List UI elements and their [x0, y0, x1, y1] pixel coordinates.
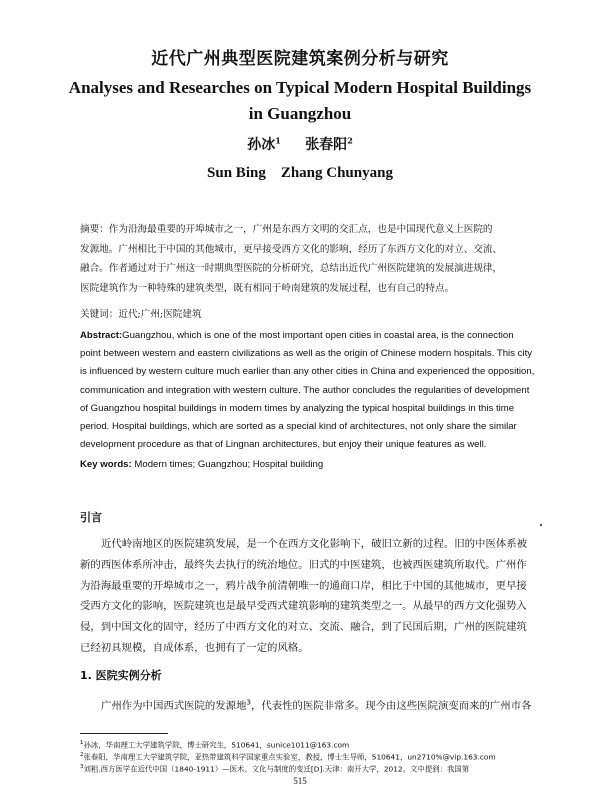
abstract-english [80, 327, 550, 454]
authors-english: Sun Bing Zhang Chunyang [207, 165, 393, 181]
author1-affiliation-mark: 1 [275, 135, 281, 146]
author1-cn: 孙冰 [247, 137, 276, 153]
section1-paragraph [101, 697, 531, 712]
author2-affiliation-mark: 2 [347, 135, 353, 146]
keywords-en-text: Modern times; Guangzhou; Hospital building [131, 459, 324, 470]
footnotes [80, 737, 496, 773]
keywords-english [80, 459, 323, 470]
footnote-2 [80, 749, 496, 761]
section-heading-intro: 引言 [80, 511, 102, 524]
abstract-cn-line: 医院建筑作为一种特殊的建筑类型，既有相同于岭南建筑的发展过程，也有自己的特点。 [80, 282, 455, 294]
title-english-line1: Analyses and Researches on Typical Modern Hospital Buildings [68, 78, 532, 97]
section1-text-after: ，代表性的医院非常多。现今由这些医院演变而来的广州市各 [250, 700, 532, 712]
footnote-text: 刘粗.西方医学在近代中国（1840-1911）—医术、文化与制度的变迁[D].天津：南开大学，2012。文中提到：我国第 [83, 764, 470, 774]
scan-speck [540, 524, 542, 526]
abstract-en-line: development procedure as that of Lingnan architectures, but enjoy their unique features as well. [80, 439, 487, 451]
intro-line: 受西方文化的影响，医院建筑也是最早受西式建筑影响的建筑类型之一。从最早的西方文化强势入 [80, 600, 527, 613]
abstract-en-line: period. Hospital buildings, which are sorted as a special kind of architectures, not only share the similar [80, 420, 517, 432]
footnote-ref-3: 3 [246, 698, 251, 707]
keywords-en-label: Key words: [80, 459, 132, 470]
footnote-text: 张春阳，华南理工大学建筑学院，亚热带建筑科学国家重点实验室，教授，博士生导师，510641，un2710%@vip.163.com [83, 752, 496, 762]
keywords-chinese: 关键词：近代;广州;医院建筑 [80, 309, 202, 320]
section1-text-before: 广州作为中国西式医院的发源地 [101, 700, 247, 712]
title-chinese: 近代广州典型医院建筑案例分析与研究 [151, 49, 449, 69]
footnote-3 [80, 761, 496, 773]
footnote-1 [80, 737, 496, 749]
footnote-mark: 3 [80, 764, 84, 770]
abstract-cn-line: 摘要：作为沿海最重要的开埠城市之一，广州是东西方文明的交汇点，也是中国现代意义上医院的 [80, 224, 493, 235]
intro-line: 已经初具规模，自成体系，也拥有了一定的风格。 [80, 641, 309, 654]
abstract-en-text: Guangzhou, which is one of the most important open cities in coastal area, is the connection [122, 330, 514, 341]
abstract-chinese [80, 220, 546, 298]
footnote-mark: 1 [80, 740, 84, 746]
abstract-en-line: of Guangzhou hospital buildings in modern times by analyzing the typical hospital buildings in this time [80, 402, 515, 414]
footnote-mark: 2 [80, 752, 84, 758]
abstract-en-label: Abstract: [80, 330, 123, 341]
abstract-cn-line: 融合。作者通过对于广州这一时期典型医院的分析研究，总结出近代广州医院建筑的发展演进规律， [80, 263, 503, 275]
intro-line: 侵，到中国文化的固守，经历了中西方文化的对立、交流、融合，到了民国后期，广州的医院建筑 [80, 621, 527, 634]
abstract-en-line: point between western and eastern civilizations as well as the origin of Chinese modern hospitals. This city [80, 348, 533, 360]
intro-paragraph [80, 534, 550, 659]
author2-cn: 张春阳 [305, 137, 348, 153]
intro-line: 近代岭南地区的医院建筑发展，是一个在西方文化影响下，破旧立新的过程。旧的中医体系被 [101, 538, 528, 550]
intro-line: 为沿海最重要的开埠城市之一，鸦片战争前清朝唯一的通商口岸，相比于中国的其他城市，更早接 [80, 579, 527, 592]
section-heading-1: 1. 医院实例分析 [80, 669, 162, 682]
intro-line: 新的西医体系所冲击，最终失去执行的统治地位。旧式的中医建筑，也被西医建筑所取代。广州作 [80, 558, 527, 571]
page-number: 515 [293, 776, 307, 786]
abstract-cn-line: 发源地。广州相比于中国的其他城市，更早接受西方文化的影响，经历了东西方文化的对立、交流、 [80, 243, 503, 255]
title-english-line2: in Guangzhou [248, 104, 352, 123]
footnote-text: 孙冰，华南理工大学建筑学院，博士研究生，510641，sunice1011@163.com [83, 740, 350, 750]
footnote-divider [80, 733, 168, 734]
abstract-en-line [80, 327, 550, 345]
abstract-en-line: communication and integration with western culture. The author concludes the regularities of development [80, 384, 530, 396]
abstract-en-line: is influenced by western culture much earlier than any other cities in China and experienced the opposition, [80, 366, 535, 378]
authors-chinese [0, 134, 600, 154]
